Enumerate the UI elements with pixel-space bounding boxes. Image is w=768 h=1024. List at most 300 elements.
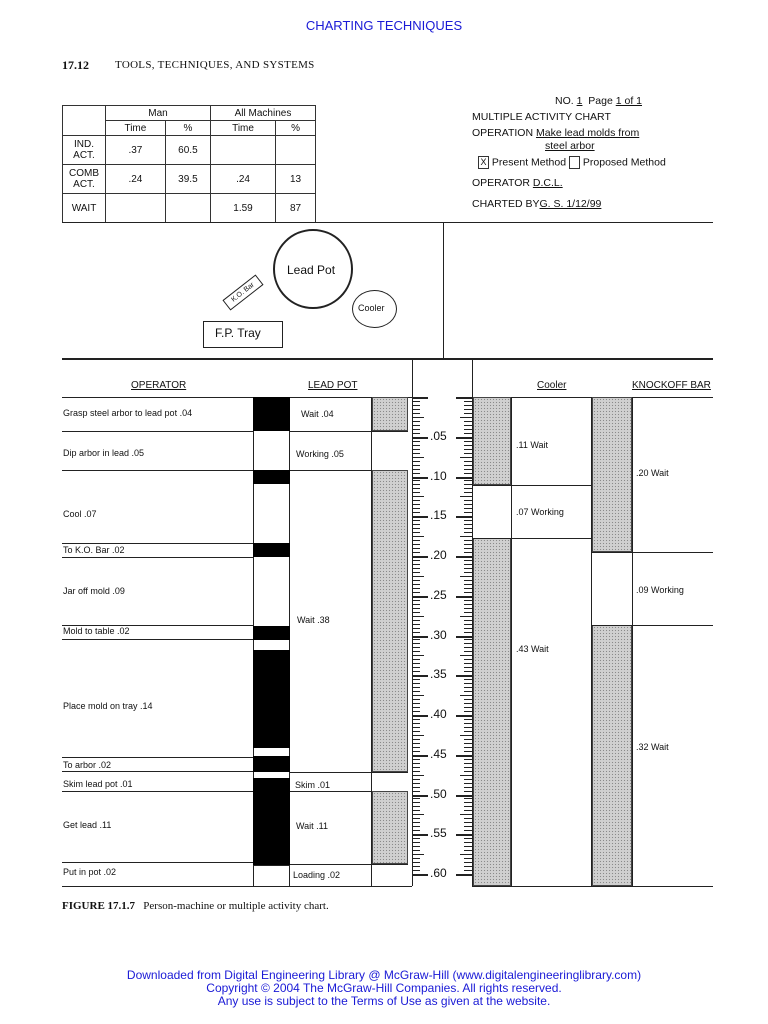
scale-tick: [412, 791, 420, 792]
scale-tick: [464, 401, 472, 402]
scale-tick: [412, 838, 420, 839]
cell: 39.5: [165, 165, 210, 194]
scale-tick: [464, 751, 472, 752]
scale-tick: [464, 858, 472, 859]
scale-tick: [412, 620, 420, 621]
scale-tick: [412, 576, 424, 577]
operation-line-2: steel arbor: [545, 140, 595, 152]
scale-tick: [464, 727, 472, 728]
scale-tick: [412, 651, 420, 652]
scale-tick: [412, 401, 420, 402]
scale-tick: [412, 675, 428, 677]
scale-tick: [464, 465, 472, 466]
scale-tick: [464, 608, 472, 609]
header-machines: All Machines: [211, 106, 316, 121]
scale-tick: [412, 667, 420, 668]
scale-tick: [464, 647, 472, 648]
scale-tick: [412, 480, 420, 481]
scale-tick: [412, 421, 420, 422]
operator-step: Get lead .11: [63, 820, 112, 830]
scale-tick: [464, 707, 472, 708]
section-title: TOOLS, TECHNIQUES, AND SYSTEMS: [115, 59, 315, 71]
scale-tick: [412, 719, 420, 720]
cooler-shaded: [473, 397, 511, 485]
scale-tick: [464, 540, 472, 541]
scale-tick: [460, 814, 472, 815]
scale-tick: [412, 751, 420, 752]
scale-tick: [412, 608, 420, 609]
scale-tick: [456, 397, 472, 399]
scale-tick: [464, 719, 472, 720]
scale-tick: [412, 508, 420, 509]
scale-tick: [412, 671, 420, 672]
scale-tick: [412, 703, 420, 704]
scale-label: .60: [430, 866, 447, 880]
lead-pot-step: Wait .38: [297, 615, 330, 625]
scale-tick: [464, 663, 472, 664]
scale-tick: [412, 512, 420, 513]
lead-pot-rule: [290, 431, 408, 432]
activity-block: [253, 397, 290, 431]
scale-label: .30: [430, 628, 447, 642]
scale-tick: [464, 866, 472, 867]
scale-tick: [412, 850, 420, 851]
scale-tick: [412, 592, 420, 593]
footer-line-2: Copyright © 2004 The McGraw-Hill Companies. All rights reserved.: [206, 981, 562, 995]
scale-tick: [464, 532, 472, 533]
scale-tick: [412, 659, 420, 660]
row-rule: [62, 771, 253, 772]
scale-tick: [464, 548, 472, 549]
scale-tick: [412, 616, 424, 617]
ko-bar-sketch: K.O. Bar: [222, 274, 263, 310]
scale-tick: [460, 536, 472, 537]
cell: 60.5: [165, 136, 210, 165]
scale-tick: [464, 763, 472, 764]
scale-tick: [412, 787, 420, 788]
cell: [211, 136, 276, 165]
scale-tick: [464, 747, 472, 748]
scale-tick: [464, 624, 472, 625]
scale-tick: [412, 580, 420, 581]
bottom-rule-right: [472, 886, 713, 887]
scale-tick: [464, 492, 472, 493]
scale-label: .25: [430, 588, 447, 602]
scale-tick: [464, 838, 472, 839]
scale-tick: [412, 798, 420, 799]
scale-tick: [456, 516, 472, 518]
column-cooler: Cooler: [537, 380, 567, 391]
scale-tick: [412, 405, 420, 406]
summary-table: [62, 105, 316, 223]
knockoff-rule: [592, 552, 713, 553]
scale-tick: [412, 624, 420, 625]
scale-label: .40: [430, 707, 447, 721]
scale-tick: [464, 818, 472, 819]
scale-tick: [464, 612, 472, 613]
running-title: CHARTING TECHNIQUES: [305, 18, 463, 33]
activity-block: [253, 650, 290, 748]
scale-tick: [412, 655, 424, 656]
operator-step: Put in pot .02: [63, 867, 117, 877]
scale-tick: [412, 532, 420, 533]
cooler-rule: [511, 397, 512, 886]
scale-tick: [464, 659, 472, 660]
scale-tick: [412, 687, 420, 688]
lead-pot-step: Wait .11: [296, 821, 329, 831]
cell: .24: [211, 165, 276, 194]
scale-tick: [464, 691, 472, 692]
cell: 13: [276, 165, 316, 194]
scale-tick: [412, 663, 420, 664]
scale-tick: [412, 552, 420, 553]
scale-tick: [464, 508, 472, 509]
scale-tick: [464, 723, 472, 724]
scale-tick: [464, 568, 472, 569]
scale-tick: [412, 795, 428, 797]
charted-by-line: CHARTED BYG. S. 1/12/99: [472, 198, 602, 210]
scale-tick: [412, 397, 428, 399]
row-rule: [62, 639, 253, 640]
scale-tick: [412, 528, 420, 529]
scale-tick: [412, 683, 420, 684]
scale-tick: [412, 516, 428, 518]
scale-tick: [464, 798, 472, 799]
activity-rule: [253, 865, 290, 866]
cell: .24: [106, 165, 166, 194]
scale-tick: [464, 806, 472, 807]
column-lead-pot: LEAD POT: [308, 380, 358, 391]
scale-tick: [464, 564, 472, 565]
scale-tick: [464, 512, 472, 513]
scale-tick: [464, 588, 472, 589]
cooler-label: Cooler: [358, 303, 385, 313]
operator-step: Place mold on tray .14: [63, 701, 153, 711]
scale-tick: [464, 783, 472, 784]
scale-tick: [412, 802, 420, 803]
scale-tick: [412, 846, 420, 847]
knockoff-step: .09 Working: [636, 585, 684, 595]
scale-tick: [412, 755, 428, 757]
lead-pot-shaded: [372, 470, 408, 772]
scale-tick: [464, 461, 472, 462]
scale-tick: [412, 544, 420, 545]
operator-step: Cool .07: [63, 509, 97, 519]
scale-tick: [412, 814, 424, 815]
scale-tick: [412, 584, 420, 585]
scale-tick: [412, 449, 420, 450]
knockoff-shaded: [592, 397, 632, 552]
activity-block: [253, 470, 290, 484]
scale-tick: [464, 580, 472, 581]
cooler-rule: [473, 538, 591, 539]
scale-tick: [412, 727, 420, 728]
scale-tick: [464, 711, 472, 712]
cooler-step: .11 Wait: [516, 440, 549, 450]
scale-tick: [456, 437, 472, 439]
operator-step: To arbor .02: [63, 760, 112, 770]
knockoff-step: .32 Wait: [636, 742, 669, 752]
scale-tick: [464, 469, 472, 470]
scale-tick: [464, 473, 472, 474]
scale-tick: [464, 552, 472, 553]
scale-tick: [412, 711, 420, 712]
footer-line-1: Downloaded from Digital Engineering Library @ McGraw-Hill (www.digitalengineeringlibrary.com): [126, 968, 642, 982]
scale-tick: [456, 715, 472, 717]
scale-tick: [464, 699, 472, 700]
scale-tick: [412, 564, 420, 565]
scale-label: .50: [430, 787, 447, 801]
scale-label: .05: [430, 429, 447, 443]
scale-tick: [412, 429, 420, 430]
scale-tick: [464, 846, 472, 847]
scale-tick: [464, 787, 472, 788]
scale-tick: [412, 492, 420, 493]
scale-label: .45: [430, 747, 447, 761]
scale-tick: [464, 639, 472, 640]
scale-tick: [412, 628, 420, 629]
scale-tick: [412, 488, 420, 489]
header-man: Man: [106, 106, 211, 121]
scale-tick: [464, 850, 472, 851]
footer-line-3: Any use is subject to the Terms of Use as given at the website.: [217, 994, 551, 1008]
scale-tick: [412, 747, 420, 748]
scale-tick: [412, 560, 420, 561]
scale-tick: [464, 779, 472, 780]
knockoff-step: .20 Wait: [636, 468, 669, 478]
scale-tick: [460, 854, 472, 855]
summary-corner: [63, 106, 106, 136]
scale-tick: [464, 480, 472, 481]
proposed-method-checkbox[interactable]: [569, 156, 580, 169]
scale-tick: [412, 874, 428, 876]
scale-tick: [412, 636, 428, 638]
scale-label: .10: [430, 469, 447, 483]
scale-tick: [456, 795, 472, 797]
knockoff-rule: [592, 625, 713, 626]
scale-tick: [412, 818, 420, 819]
row-rule: [62, 862, 253, 863]
scale-tick: [456, 834, 472, 836]
scale-tick: [464, 822, 472, 823]
scale-tick: [412, 691, 420, 692]
scale-tick: [464, 759, 472, 760]
scale-tick: [460, 576, 472, 577]
operator-step: Skim lead pot .01: [63, 779, 133, 789]
scale-tick: [412, 763, 420, 764]
scale-tick: [464, 810, 472, 811]
scale-tick: [412, 731, 420, 732]
scale-tick: [412, 417, 424, 418]
scale-tick: [412, 639, 420, 640]
lead-pot-step: Wait .04: [301, 409, 334, 419]
scale-tick: [460, 417, 472, 418]
scale-tick: [464, 421, 472, 422]
scale-label: .15: [430, 508, 447, 522]
scale-tick: [464, 791, 472, 792]
method-selection: X Present Method Proposed Method: [478, 156, 666, 169]
scale-tick: [464, 484, 472, 485]
scale-tick: [412, 504, 420, 505]
scale-tick: [464, 671, 472, 672]
scale-tick: [464, 771, 472, 772]
sketch-divider: [443, 222, 444, 358]
lead-pot-shaded: [372, 397, 408, 431]
scale-tick: [460, 775, 472, 776]
operator-step: To K.O. Bar .02: [63, 545, 125, 555]
operator-step: Grasp steel arbor to lead pot .04: [63, 408, 193, 418]
cooler-shaded: [473, 538, 511, 886]
scale-tick: [464, 409, 472, 410]
scale-tick: [464, 500, 472, 501]
scale-tick: [464, 683, 472, 684]
scale-tick: [412, 775, 424, 776]
scale-tick: [412, 767, 420, 768]
scale-tick: [464, 433, 472, 434]
scale-tick: [412, 520, 420, 521]
scale-tick: [464, 643, 472, 644]
scale-tick: [464, 651, 472, 652]
scale-tick: [412, 604, 420, 605]
scale-tick: [412, 822, 420, 823]
scale-tick: [464, 445, 472, 446]
subheader: Time: [106, 121, 166, 136]
scale-tick: [412, 739, 420, 740]
scale-tick: [464, 449, 472, 450]
scale-tick: [412, 445, 420, 446]
scale-tick: [412, 743, 420, 744]
scale-tick: [464, 667, 472, 668]
scale-tick: [464, 703, 472, 704]
scale-tick: [464, 628, 472, 629]
scale-tick: [464, 592, 472, 593]
column-knockoff: KNOCKOFF BAR: [632, 380, 711, 391]
operator-step: Dip arbor in lead .05: [63, 448, 145, 458]
scale-tick: [412, 695, 424, 696]
knockoff-rule: [632, 397, 633, 886]
scale-tick: [412, 409, 420, 410]
section-number: 17.12: [62, 58, 89, 72]
scale-tick: [456, 636, 472, 638]
activity-block: [253, 778, 290, 865]
scale-tick: [464, 802, 472, 803]
cooler-step: .07 Working: [516, 507, 564, 517]
lead-pot-rule: [290, 864, 408, 865]
present-method-checkbox[interactable]: X: [478, 156, 489, 169]
scale-tick: [412, 465, 420, 466]
scale-tick: [464, 429, 472, 430]
lead-pot-label: Lead Pot: [287, 263, 336, 277]
lead-pot-step: Skim .01: [295, 780, 331, 790]
scale-tick: [456, 755, 472, 757]
scale-tick: [464, 731, 472, 732]
activity-block: [253, 543, 290, 557]
scale-tick: [412, 771, 420, 772]
scale-tick: [412, 568, 420, 569]
operation-line: OPERATION Make lead molds from: [472, 127, 640, 139]
scale-tick: [412, 524, 420, 525]
scale-tick: [412, 556, 428, 558]
scale-tick: [464, 441, 472, 442]
cell: [276, 136, 316, 165]
cell: 1.59: [211, 194, 276, 223]
scale-tick: [412, 441, 420, 442]
scale-tick: [460, 695, 472, 696]
scale-tick: [412, 469, 420, 470]
scale-tick: [464, 520, 472, 521]
scale-tick: [464, 600, 472, 601]
scale-tick: [412, 858, 420, 859]
scale-tick: [412, 461, 420, 462]
scale-tick: [412, 572, 420, 573]
row-rule: [62, 470, 253, 471]
scale-tick: [412, 457, 424, 458]
scale-tick: [464, 870, 472, 871]
scale-tick: [464, 679, 472, 680]
scale-tick: [412, 723, 420, 724]
scale-tick: [464, 425, 472, 426]
scale-tick: [412, 830, 420, 831]
scale-tick: [412, 484, 420, 485]
scale-tick: [464, 767, 472, 768]
scale-tick: [412, 477, 428, 479]
scale-tick: [464, 632, 472, 633]
scale-tick: [456, 874, 472, 876]
operator-step: Jar off mold .09: [63, 586, 125, 596]
row-rule: [62, 431, 253, 432]
scale-tick: [464, 687, 472, 688]
scale-tick: [464, 739, 472, 740]
subheader: %: [165, 121, 210, 136]
scale-tick: [412, 473, 420, 474]
scale-tick: [412, 810, 420, 811]
cell: 87: [276, 194, 316, 223]
cell: [106, 194, 166, 223]
scale-tick: [412, 413, 420, 414]
scale-tick: [460, 735, 472, 736]
scale-tick: [460, 616, 472, 617]
scale-tick: [464, 862, 472, 863]
scale-tick: [464, 453, 472, 454]
scale-label: .35: [430, 667, 447, 681]
subheader: %: [276, 121, 316, 136]
scale-tick: [412, 425, 420, 426]
scale-tick: [412, 842, 420, 843]
operator-step: Mold to table .02: [63, 626, 130, 636]
chart-title: MULTIPLE ACTIVITY CHART: [472, 111, 611, 123]
scale-tick: [412, 548, 420, 549]
scale-tick: [456, 477, 472, 479]
scale-tick: [464, 488, 472, 489]
scale-tick: [460, 496, 472, 497]
column-operator: OPERATOR: [131, 380, 187, 391]
scale-tick: [412, 783, 420, 784]
scale-tick: [464, 826, 472, 827]
scale-tick: [412, 433, 420, 434]
figure-caption: FIGURE 17.1.7 Person-machine or multiple activity chart.: [62, 900, 329, 912]
activity-block: [253, 756, 290, 772]
scale-tick: [412, 596, 428, 598]
scale-tick: [412, 699, 420, 700]
scale-tick: [464, 405, 472, 406]
row-rule: [62, 557, 253, 558]
scale-tick: [464, 743, 472, 744]
cooler-rule: [473, 485, 591, 486]
scale-tick: [412, 496, 424, 497]
scale-tick: [464, 842, 472, 843]
scale-tick: [412, 588, 420, 589]
scale-tick: [412, 779, 420, 780]
